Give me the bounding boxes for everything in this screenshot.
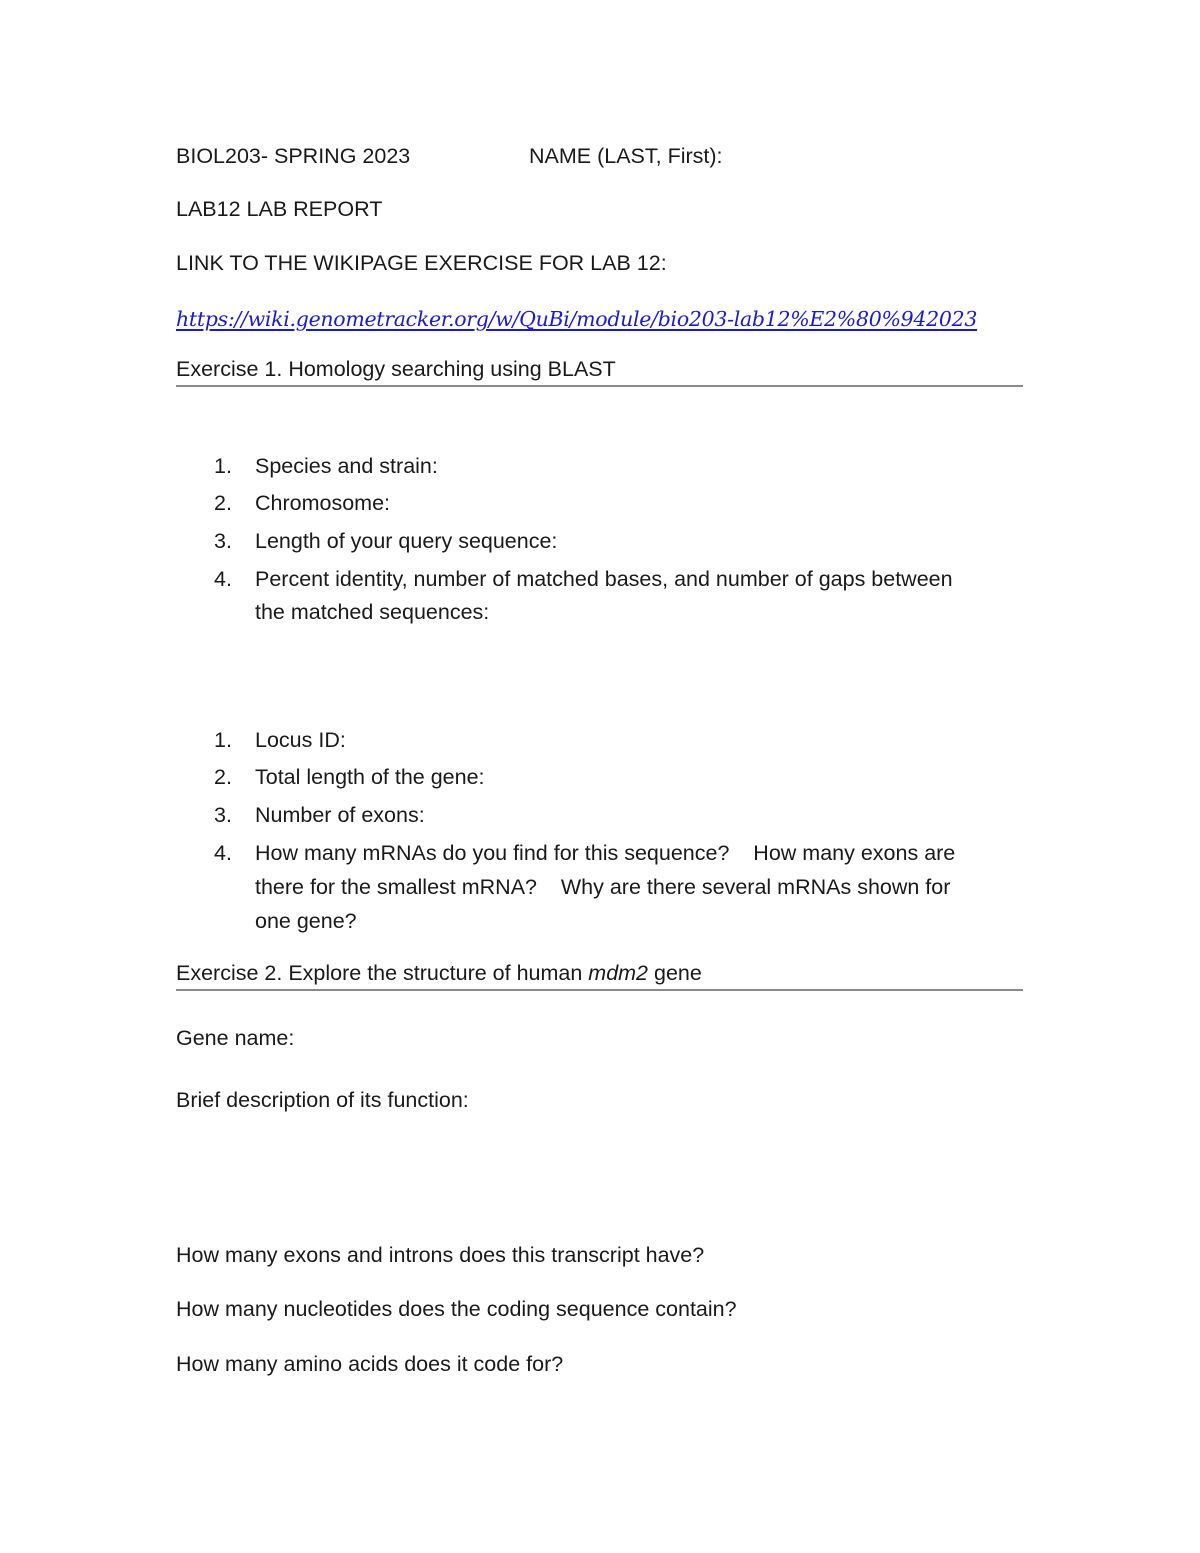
exercise2-heading-suffix: gene <box>648 961 702 985</box>
gene-name-label: Gene name: <box>176 1026 295 1050</box>
course-label: BIOL203- SPRING 2023 <box>176 144 411 168</box>
nucleotides-question: How many nucleotides does the coding sequence contain? <box>176 1297 737 1321</box>
list-number: 1. <box>214 454 232 478</box>
list-item <box>176 764 1026 802</box>
exons-introns-question: How many exons and introns does this transcript have? <box>176 1243 705 1267</box>
link-intro: LINK TO THE WIKIPAGE EXERCISE FOR LAB 12: <box>176 251 667 275</box>
list-item-text: Percent identity, number of matched bases, and number of gaps between <box>255 567 953 591</box>
list-item-text: Locus ID: <box>255 728 346 752</box>
list-item <box>176 490 1026 528</box>
exercise1-heading: Exercise 1. Homology searching using BLAST <box>176 356 1023 387</box>
gene-symbol: mdm2 <box>588 961 649 985</box>
list-item-text: Chromosome: <box>255 491 391 515</box>
list-item <box>176 727 1026 764</box>
list-item-text-continued: there for the smallest mRNA? Why are there several mRNAs shown for <box>255 874 951 899</box>
name-field-label: NAME (LAST, First): <box>529 144 723 168</box>
list-number: 3. <box>214 803 232 827</box>
amino-acids-question: How many amino acids does it code for? <box>176 1352 564 1376</box>
list-number: 1. <box>214 728 232 752</box>
exercise2-heading-text: Exercise 2. Explore the structure of human <box>176 961 589 985</box>
list-number: 3. <box>214 529 232 553</box>
list-item <box>176 566 1026 627</box>
list-item <box>176 453 1026 490</box>
list-item <box>176 802 1026 840</box>
wiki-link[interactable]: https://wiki.genometracker.org/w/QuBi/module/bio203-lab12%E2%80%942023 <box>176 307 978 331</box>
list-item-text: Length of your query sequence: <box>255 529 558 553</box>
exercise1-list-1 <box>176 453 1026 627</box>
list-number: 2. <box>214 491 232 515</box>
list-number: 4. <box>214 841 232 865</box>
list-item-text: Number of exons: <box>255 803 425 827</box>
list-number: 4. <box>214 567 232 591</box>
list-item-text: Total length of the gene: <box>255 765 485 789</box>
exercise1-list-2 <box>176 727 1026 936</box>
list-item <box>176 840 1026 936</box>
report-title: LAB12 LAB REPORT <box>176 197 383 221</box>
list-number: 2. <box>214 765 232 789</box>
list-item <box>176 528 1026 566</box>
list-item-text: How many mRNAs do you find for this sequence? How many exons are <box>255 841 956 865</box>
list-item-text: Species and strain: <box>255 454 438 478</box>
function-description-label: Brief description of its function: <box>176 1088 469 1112</box>
list-item-text-continued: the matched sequences: <box>255 599 490 624</box>
list-item-text-continued: one gene? <box>255 908 357 933</box>
exercise2-heading <box>176 960 1023 991</box>
